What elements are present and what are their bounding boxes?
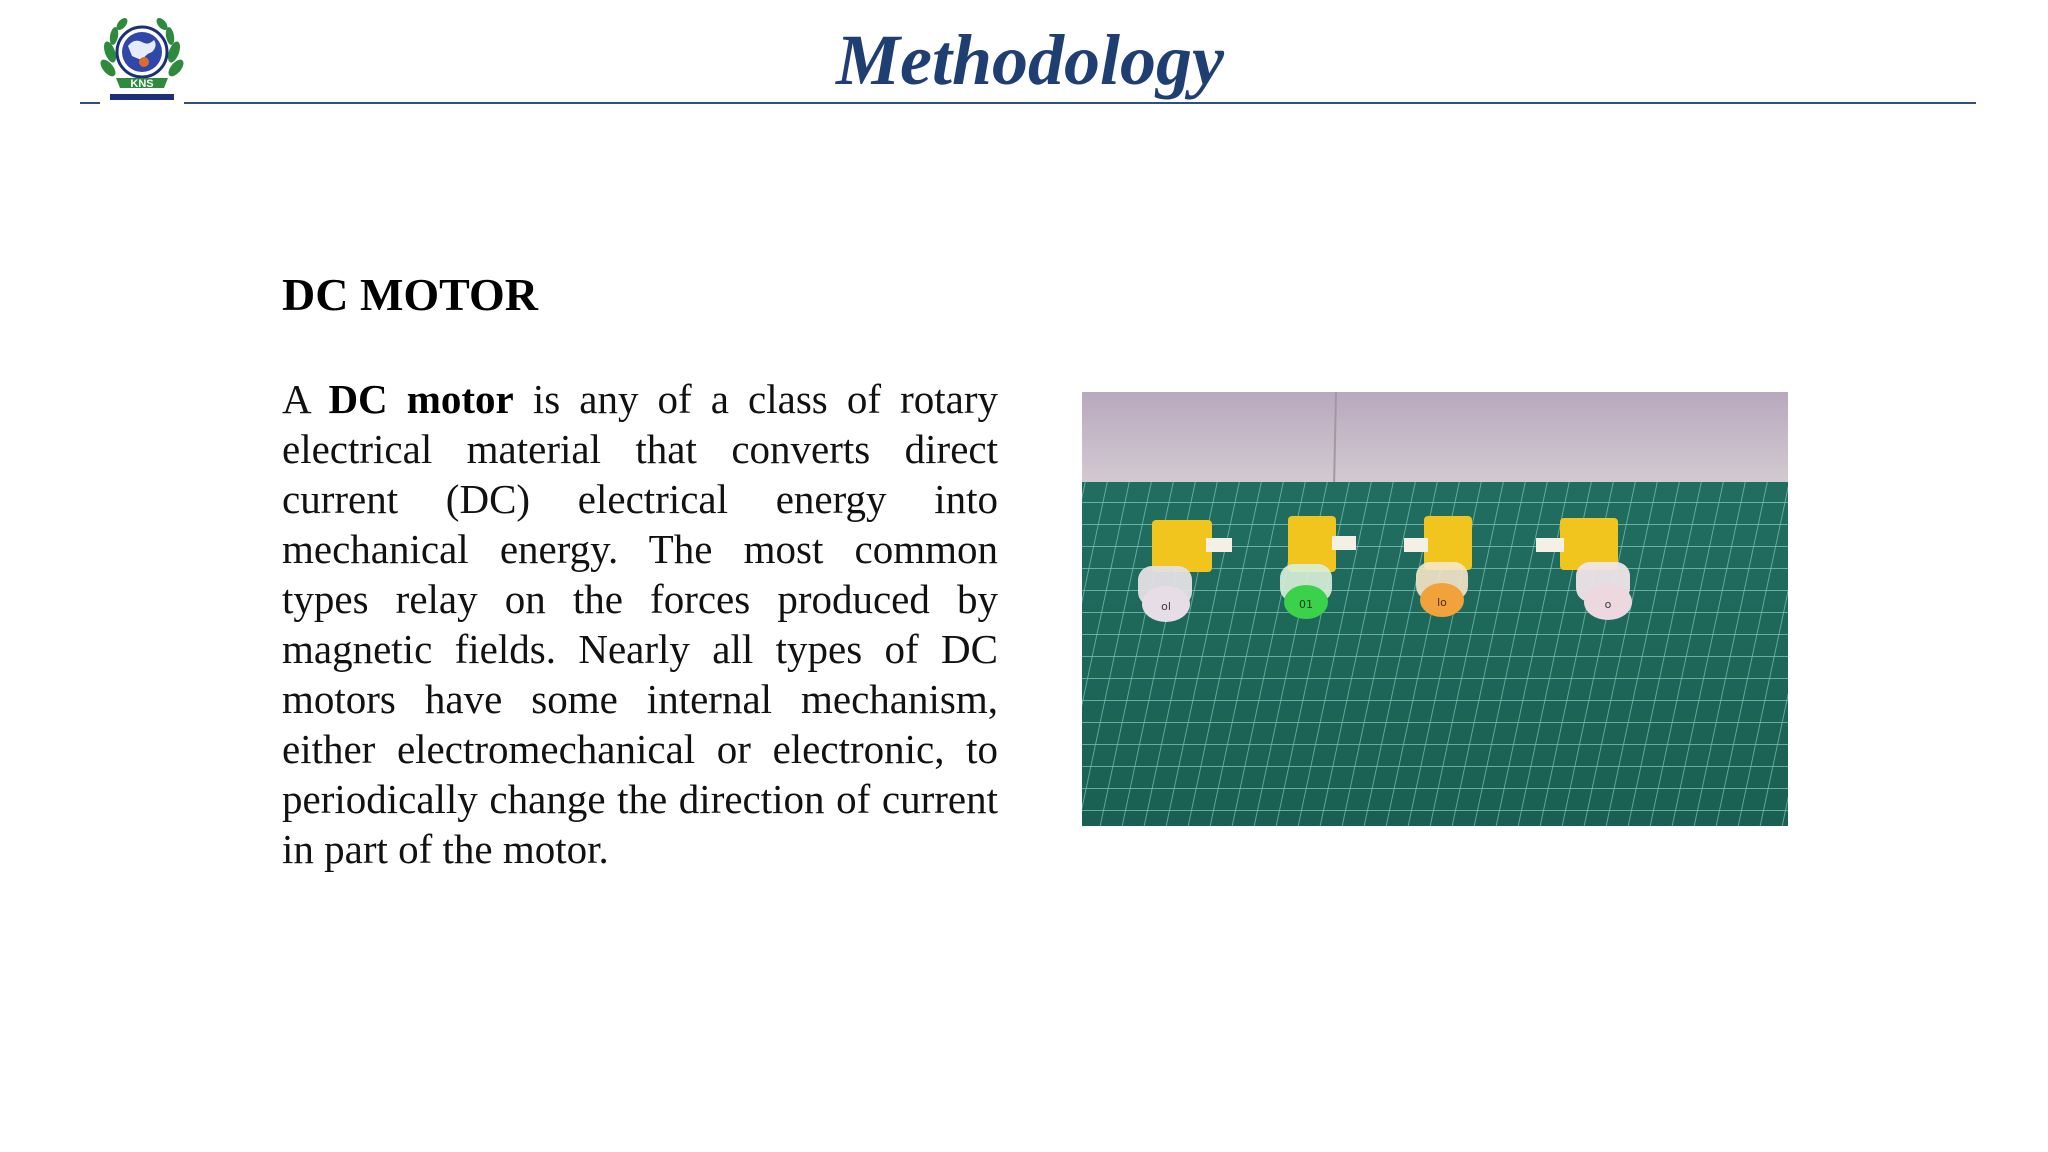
svg-text:o: o: [1604, 598, 1612, 611]
description-paragraph: [282, 374, 998, 874]
svg-text:01: 01: [1299, 598, 1313, 611]
title-rule-left: [80, 102, 100, 104]
svg-text:lo: lo: [1437, 596, 1447, 609]
paragraph-lead: A: [282, 376, 329, 422]
paragraph-body: is any of a class of rotary electrical material that converts direct current (DC) electrical energy into mechanical energy. The most common types relay on the forces produced by magnetic fields. Nearly all types of DC motors have some internal mechanism, either electromechanical or electronic, to periodically change the direction of current in part of the motor.: [282, 376, 998, 872]
title-rule: [184, 102, 1976, 104]
logo-text: KNS: [130, 78, 154, 90]
paragraph-bold-term: DC motor: [328, 376, 514, 422]
dc-motors-photo: [1082, 392, 1788, 826]
dc-motors-illustration: [1082, 392, 1788, 826]
slide-title: Methodology: [836, 20, 1224, 100]
section-heading: DC MOTOR: [282, 269, 538, 320]
svg-text:ol: ol: [1161, 600, 1171, 613]
photo-wall: [1082, 392, 1788, 488]
